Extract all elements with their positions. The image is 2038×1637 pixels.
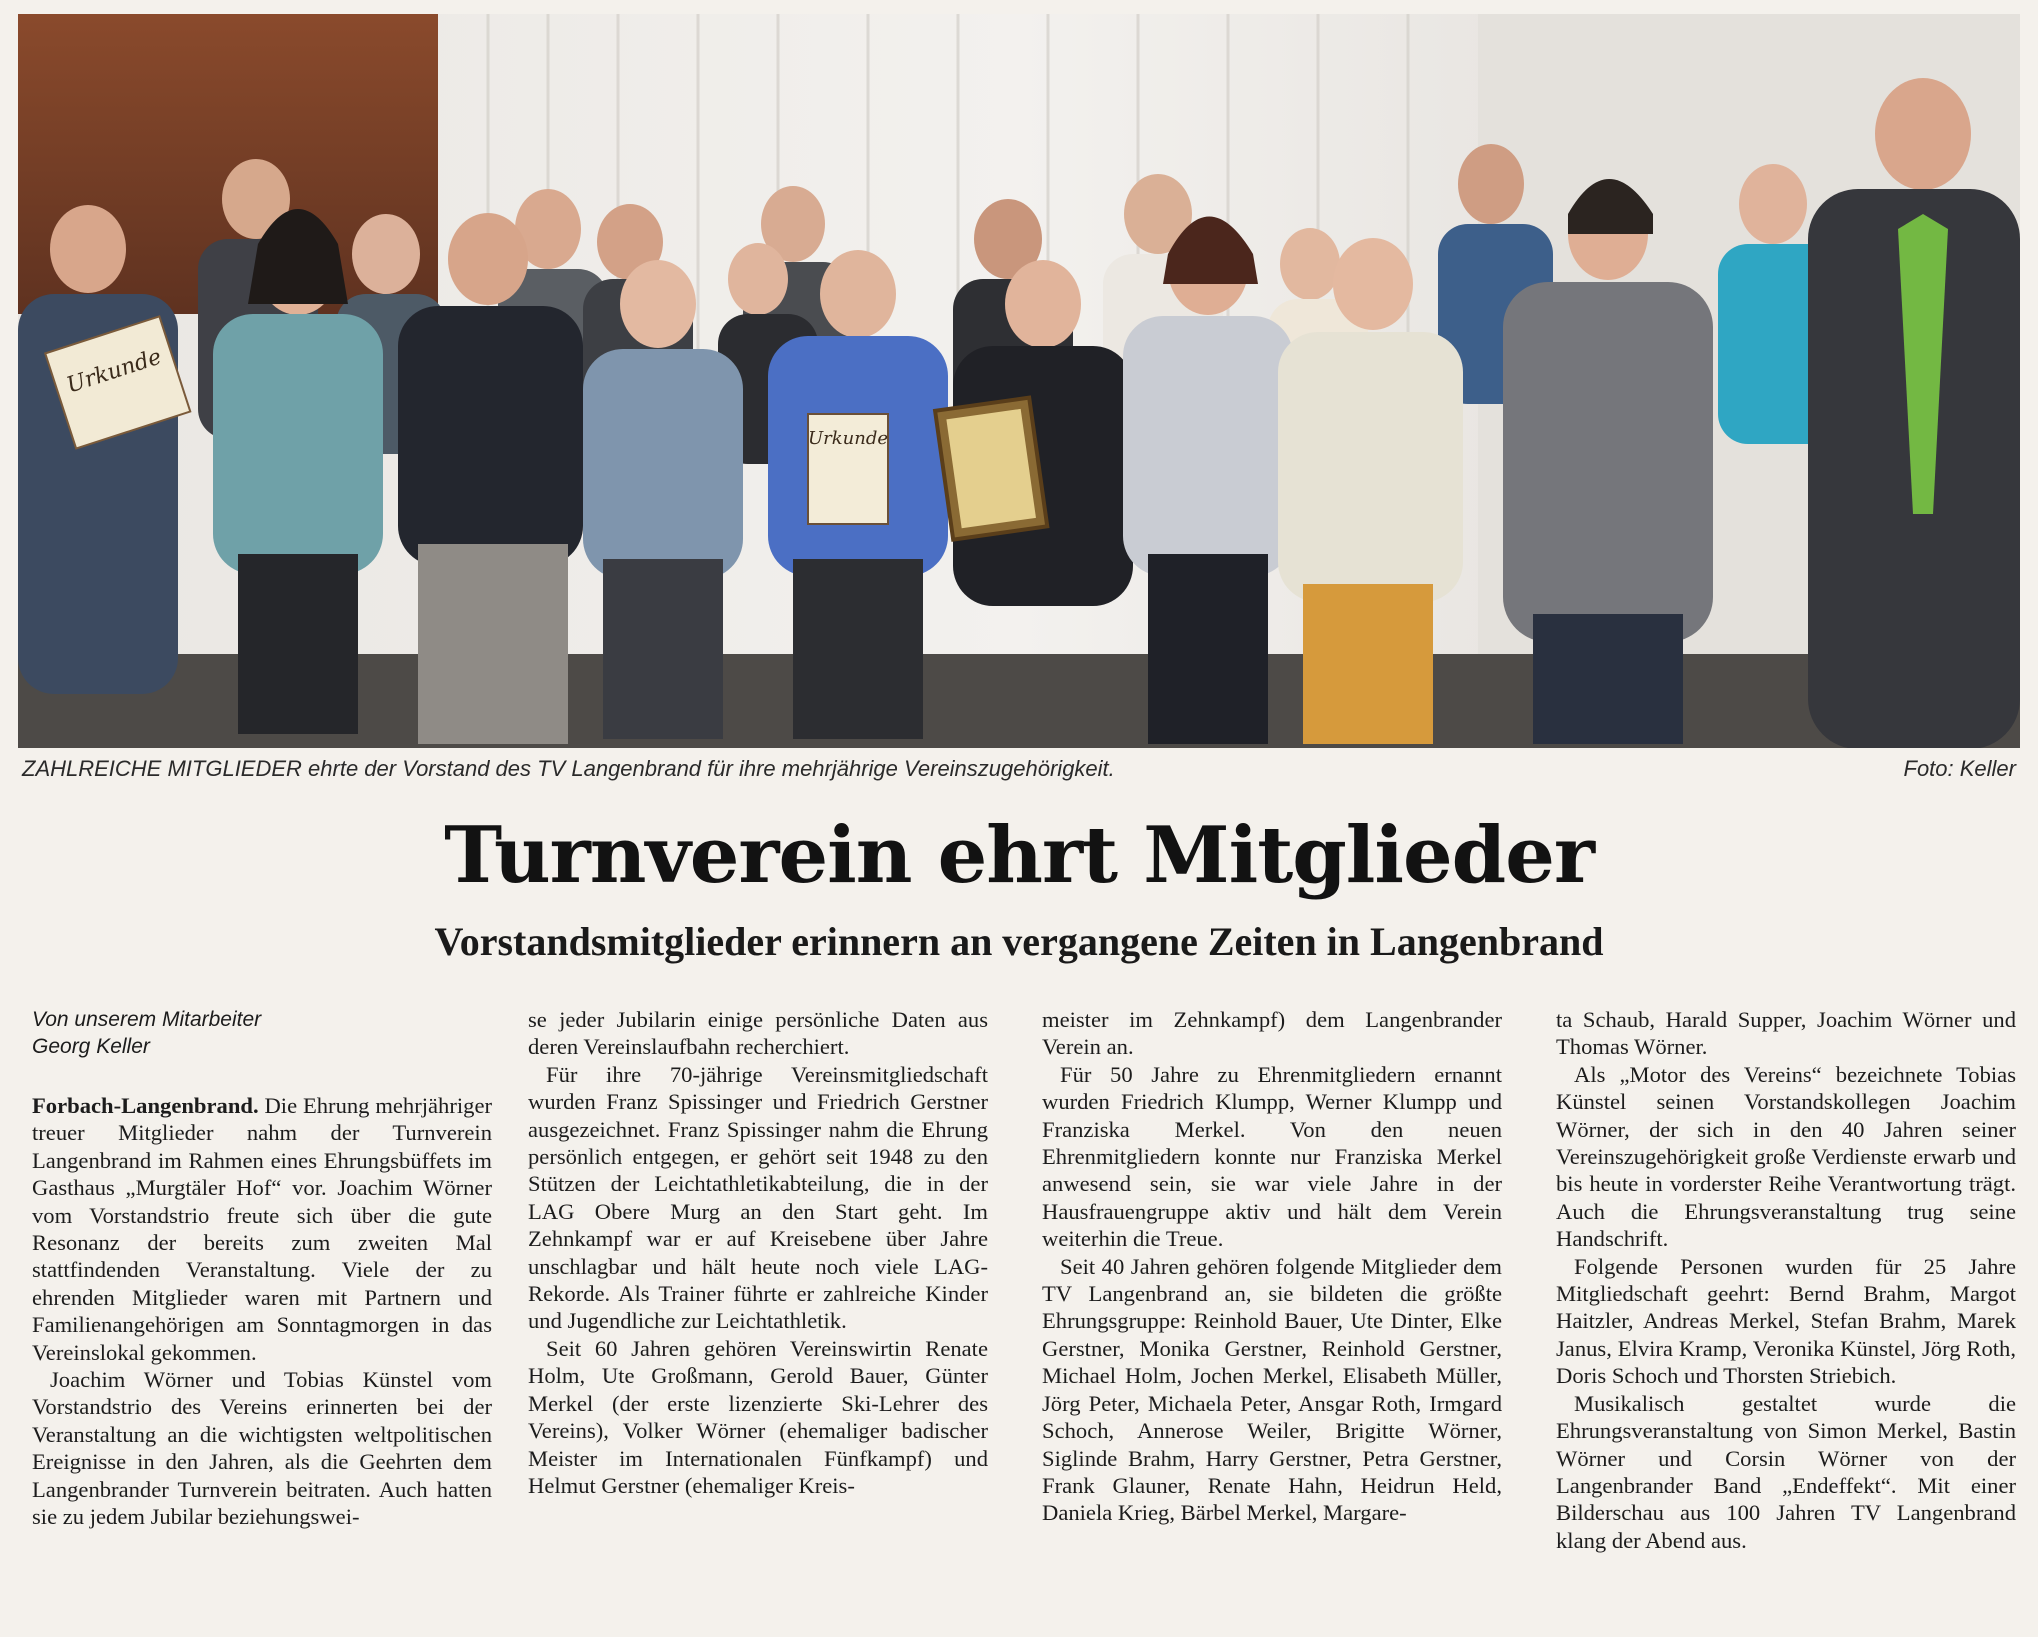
group-photo [18, 14, 2020, 748]
paragraph-6-end: ta Schaub, Harald Supper, Joachim Wörner und Thomas Wörner. [1556, 1007, 2016, 1060]
subheadline: Vorstandsmitglieder erinnern an vergangene Zeiten in Langenbrand [434, 919, 1604, 964]
paragraph-2-end: se jeder Jubilarin einige persönliche Daten aus deren Vereinslaufbahn recherchiert. [528, 1007, 988, 1060]
paragraph-5: Für 50 Jahre zu Ehrenmitgliedern ernannt wurden Friedrich Klumpp, Werner Klumpp und Franziska Merkel. Von den neuen Ehrenmitgliedern konnte nur Franziska Merkel anwesend sein, sie war viele Jahre in der Hausfrauengruppe aktiv und hält dem Verein weiterhin die Treue. [1042, 1061, 1502, 1252]
paragraph-3: Für ihre 70-jährige Vereinsmitgliedschaft wurden Franz Spissinger und Friedrich Gerstner ausgezeichnet. Franz Spissinger nahm die Ehrung persönlich entgegen, er gehört seit 1948 zu den Stützen der Leichtathletikabteilung, die in der LAG Obere Murg an den Start geht. Im Zehnkampf war er auf Kreisebene über Jahre unschlagbar und hält heute noch viele LAG-Rekorde. Als Trainer führte er zahlreiche Kinder und Jugendliche zur Leichtathletik. [528, 1061, 988, 1334]
paragraph-2-start: Joachim Wörner und Tobias Künstel vom Vorstandstrio des Vereins erinnerten bei der Veranstaltung an die wichtigsten weltpolitischen Ereignisse in den Jahren, als die Geehrten dem Langenbrander Turnverein beitraten. Auch hatten sie zu jedem Jubilar beziehungswei- [32, 1367, 492, 1530]
article-column-3 [1042, 1006, 1502, 1527]
paragraph-4-end: meister im Zehnkampf) dem Langenbrander Verein an. [1042, 1007, 1502, 1060]
article-column-4 [1556, 1006, 2016, 1554]
paragraph-8: Folgende Personen wurden für 25 Jahre Mitgliedschaft geehrt: Bernd Brahm, Margot Haitzler, Andreas Merkel, Stefan Brahm, Marek Janus, Elvira Kramp, Veronika Künstel, Jörg Roth, Doris Schoch und Thorsten Striebich. [1556, 1253, 2016, 1389]
certificate-text-2: Urkunde [807, 428, 889, 449]
paragraph-1-text: Die Ehrung mehrjähriger treuer Mitglieder nahm der Turnverein Langenbrand im Rahmen eines Ehrungsbüffets im Gasthaus „Murgtäler Hof“ vor. Joachim Wörner vom Vorstandstrio freute sich über die gute Resonanz der bereits zum zweiten Mal stattfindenden Veranstaltung. Viele der zu ehrenden Mitglieder waren mit Partnern und Familienangehörigen am Sonntagmorgen in das Vereinslokal gekommen. [32, 1093, 492, 1365]
caption-text: ZAHLREICHE MITGLIEDER ehrte der Vorstand des TV Langenbrand für ihre mehrjährige Vereinszugehörigkeit. [22, 756, 1115, 781]
byline-author: Georg Keller [32, 1035, 150, 1058]
paragraph-7: Als „Motor des Vereins“ bezeichnete Tobias Künstel seinen Vorstandskollegen Joachim Wörner, der sich in den 40 Jahren seiner Vereinszugehörigkeit große Verdienste erwarb und bis heute in vorderster Reihe Verantwortung trägt. Auch die Ehrungsveranstaltung trug seine Handschrift. [1556, 1061, 2016, 1252]
certificate-text-1: Urkunde [63, 344, 165, 399]
paragraph-6-start: Seit 40 Jahren gehören folgende Mitglieder dem TV Langenbrand an, sie bildeten die größte Ehrungsgruppe: Reinhold Bauer, Ute Dinter, Elke Gerstner, Monika Gerstner, Reinhold Gerstner, Michael Holm, Jochen Merkel, Elisabeth Müller, Jörg Peter, Michaela Peter, Ansgar Roth, Irmgard Schoch, Annerose Weiler, Brigitte Wörner, Siglinde Brahm, Harry Gerstner, Petra Gerstner, Frank Glauner, Renate Hahn, Heidrun Held, Daniela Krieg, Bärbel Merkel, Margare- [1042, 1253, 1502, 1526]
paragraph-4-start: Seit 60 Jahren gehören Vereinswirtin Renate Holm, Ute Großmann, Gerold Bauer, Günter Merkel (der erste lizenzierte Ski-Lehrer des Vereins), Volker Wörner (ehemaliger badischer Meister im Internationalen Fünfkampf) und Helmut Gerstner (ehemaliger Kreis- [528, 1335, 988, 1498]
headline: Turnverein ehrt Mitglieder [444, 810, 1594, 901]
article-column-2 [528, 1006, 988, 1499]
byline [32, 1006, 492, 1060]
photo-caption [22, 756, 2016, 790]
paragraph-1 [32, 1092, 492, 1366]
photo-credit: Foto: Keller [1903, 756, 2016, 781]
article-column-1 [32, 1006, 492, 1531]
paragraph-9: Musikalisch gestaltet wurde die Ehrungsveranstaltung von Simon Merkel, Bastin Wörner und Corsin Wörner von der Langenbrander Band „Endeffekt“. Mit einer Bilderschau aus 100 Jahren TV Langenbrand klang der Abend aus. [1556, 1390, 2016, 1553]
group-photo-image [18, 14, 2020, 748]
dateline: Forbach-Langenbrand. [32, 1093, 259, 1118]
byline-line-1: Von unserem Mitarbeiter [32, 1008, 262, 1031]
